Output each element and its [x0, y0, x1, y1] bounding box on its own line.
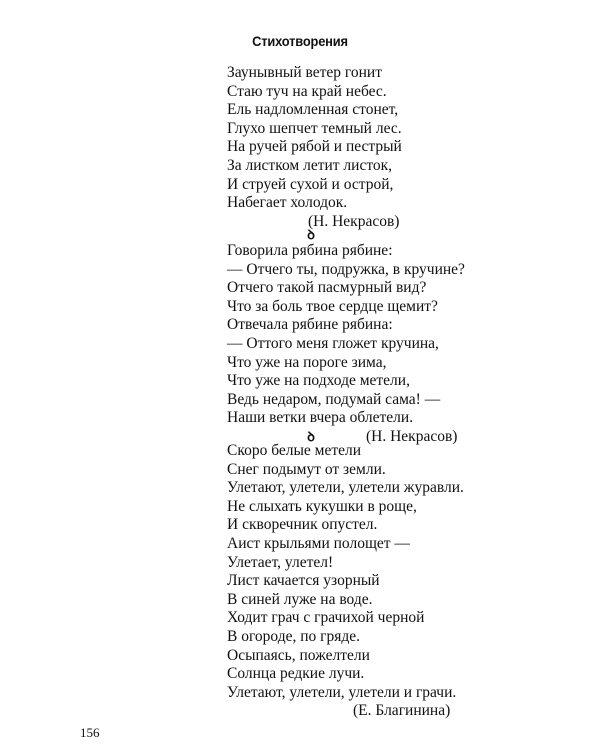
poem-line: В синей луже на воде.	[227, 590, 373, 608]
poem-line: Ель надломленная стонет,	[227, 101, 399, 119]
poem-line: И струей сухой и острой,	[227, 175, 394, 193]
poem-line: На ручей рябой и пестрый	[227, 138, 402, 156]
poem-line: Заунывный ветер гонит	[227, 64, 382, 81]
poem-author: (Е. Благинина)	[353, 702, 451, 720]
poem-3	[227, 442, 487, 721]
poem-line: Отвечала рябине рябина:	[227, 316, 393, 334]
poem-line: Улетает, улетел!	[227, 553, 334, 571]
poem-line: Ведь недаром, подумай сама! —	[227, 390, 441, 408]
poem-2	[227, 242, 487, 447]
poem-line: Аист крыльями полощет —	[227, 534, 410, 552]
poem-line: Не слыхать кукушки в роще,	[227, 497, 417, 515]
poem-line: Что уже на пороге зима,	[227, 353, 387, 371]
poem-line: Глухо шепчет темный лес.	[227, 119, 402, 137]
poem-line: Набегает холодок.	[227, 194, 348, 212]
poem-line: И скворечник опустел.	[227, 516, 378, 534]
poem-line: Что за боль твое сердце щемит?	[227, 297, 438, 315]
ornament-glyph: ꝺ	[307, 429, 315, 444]
section-title: Стихотворения	[252, 33, 348, 49]
poem-author: (Н. Некрасов)	[366, 427, 458, 445]
page-number: 156	[80, 725, 100, 740]
poem-line: Скоро белые метели	[227, 442, 362, 459]
ornament-divider	[0, 228, 600, 242]
poem-line: Солнца редкие лучи.	[227, 665, 365, 683]
poem-line: — Отчего ты, подружка, в кручине?	[227, 260, 465, 278]
poem-line: Что уже на подходе метели,	[227, 372, 410, 390]
poem-line: — Оттого меня гложет кручина,	[227, 334, 439, 352]
poem-author: (Н. Некрасов)	[308, 212, 400, 230]
poem-line: Говорила рябина рябине:	[227, 242, 393, 259]
poem-line: Лист качается узорный	[227, 572, 380, 590]
poem-line: Улетают, улетели, улетели журавли.	[227, 479, 464, 497]
poem-line: Стаю туч на край небес.	[227, 82, 387, 100]
poem-line: За листком летит листок,	[227, 156, 393, 174]
poem-1	[227, 64, 487, 231]
poem-line: Улетают, улетели, улетели и грачи.	[227, 683, 457, 701]
poem-line: Снег подымут от земли.	[227, 460, 386, 478]
poem-line: Осыпаясь, пожелтели	[227, 646, 370, 664]
poem-line: Наши ветки вчера облетели.	[227, 409, 414, 427]
poem-line: Ходит грач с грачихой черной	[227, 609, 425, 627]
poem-line: В огороде, по гряде.	[227, 627, 361, 645]
ornament-glyph: ꝺ	[307, 227, 315, 242]
poem-line: Отчего такой пасмурный вид?	[227, 279, 427, 297]
